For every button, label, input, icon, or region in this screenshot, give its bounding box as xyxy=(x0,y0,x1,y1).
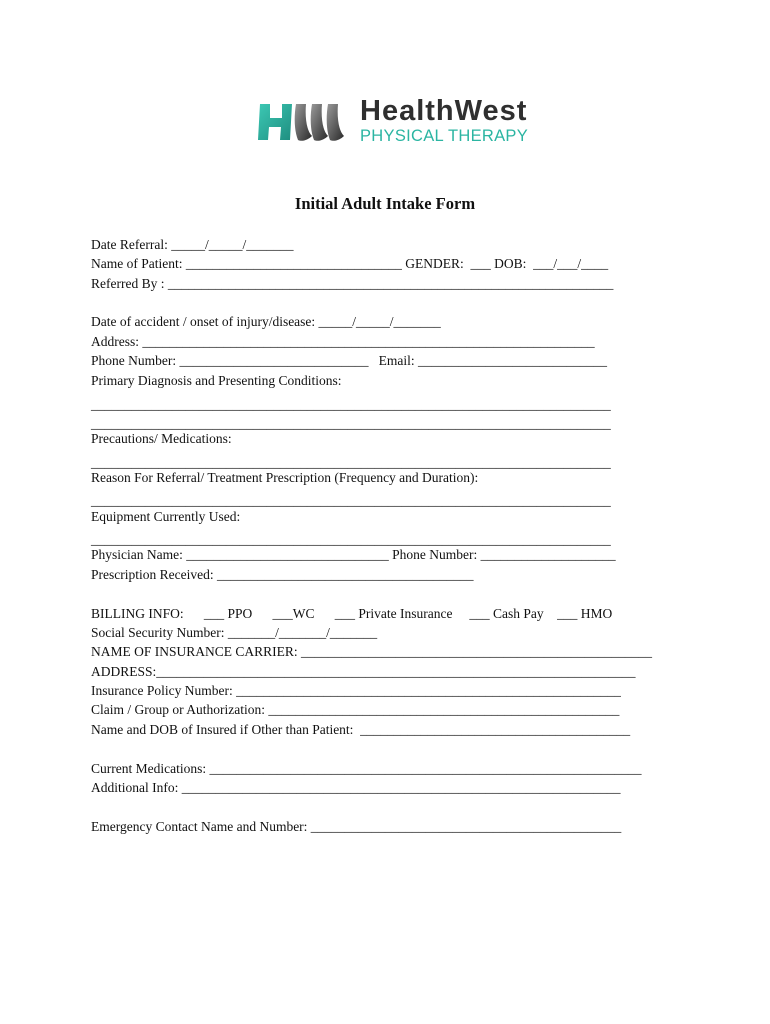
address-field[interactable]: Address: ___________________________________________________________________ xyxy=(91,334,595,349)
insured-name-dob-field[interactable]: Name and DOB of Insured if Other than Patient: ________________________________________ xyxy=(91,722,631,737)
billing-info-options[interactable]: BILLING INFO: ___ PPO ___WC ___ Private Insurance ___ Cash Pay ___ HMO xyxy=(91,606,613,621)
precautions-line[interactable]: _____________________________________________________________________________ xyxy=(91,455,611,470)
equipment-line[interactable]: _____________________________________________________________________________ xyxy=(91,532,611,547)
insurance-address-field[interactable]: ADDRESS:_______________________________________________________________________ xyxy=(91,664,636,679)
prescription-received-field[interactable]: Prescription Received: ______________________________________ xyxy=(91,567,474,582)
insurance-carrier-field[interactable]: NAME OF INSURANCE CARRIER: ____________________________________________________ xyxy=(91,644,653,659)
date-referral-field[interactable]: Date Referral: _____/_____/_______ xyxy=(91,237,294,252)
policy-number-field[interactable]: Insurance Policy Number: _________________________________________________________ xyxy=(91,683,621,698)
equipment-label: Equipment Currently Used: xyxy=(91,509,241,524)
healthwest-logo xyxy=(256,96,566,152)
additional-info-field[interactable]: Additional Info: _________________________________________________________________ xyxy=(91,780,621,795)
primary-diagnosis-label: Primary Diagnosis and Presenting Conditions: xyxy=(91,373,342,388)
ssn-field[interactable]: Social Security Number: _______/_______/_______ xyxy=(91,625,378,640)
form-title: Initial Adult Intake Form xyxy=(294,194,476,213)
phone-email-field[interactable]: Phone Number: ____________________________ Email: ____________________________ xyxy=(91,353,607,368)
brand-subtitle: PHYSICAL THERAPY xyxy=(360,127,529,145)
brand-name: HealthWest xyxy=(360,95,528,127)
primary-diagnosis-line-1[interactable]: _____________________________________________________________________________ xyxy=(91,397,611,412)
hw-monogram-logo-icon xyxy=(256,100,348,146)
reason-referral-line[interactable]: _____________________________________________________________________________ xyxy=(91,493,611,508)
primary-diagnosis-line-2[interactable]: _____________________________________________________________________________ xyxy=(91,416,611,431)
reason-referral-label: Reason For Referral/ Treatment Prescription (Frequency and Duration): xyxy=(91,470,479,485)
physician-phone-field[interactable]: Physician Name: ______________________________ Phone Number: ____________________ xyxy=(91,547,616,562)
current-medications-field[interactable]: Current Medications: ________________________________________________________________ xyxy=(91,761,642,776)
emergency-contact-field[interactable]: Emergency Contact Name and Number: ______________________________________________ xyxy=(91,819,622,834)
patient-name-gender-dob-field[interactable]: Name of Patient: ________________________________ GENDER: ___ DOB: ___/___/____ xyxy=(91,256,609,271)
referred-by-field[interactable]: Referred By : __________________________________________________________________ xyxy=(91,276,614,291)
precautions-label: Precautions/ Medications: xyxy=(91,431,232,446)
date-of-accident-field[interactable]: Date of accident / onset of injury/disease: _____/_____/_______ xyxy=(91,314,441,329)
claim-group-field[interactable]: Claim / Group or Authorization: ____________________________________________________ xyxy=(91,702,620,717)
